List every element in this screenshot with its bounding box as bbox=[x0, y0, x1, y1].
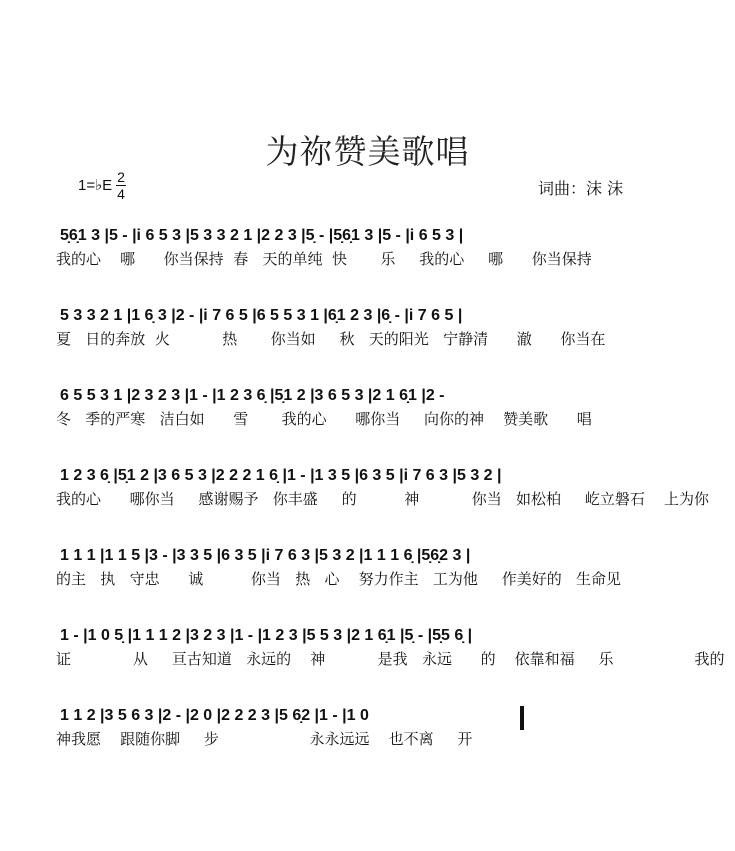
score-line-6 bbox=[0, 618, 735, 688]
notation: 5̣6̣1 3 |5 - |i 6 5 3 |5 3 3 2 1 |2 2 3 |5̣ - |5̣6̣1 3 |5 - |i 6 5 3 | bbox=[60, 227, 464, 244]
final-barline bbox=[520, 706, 524, 730]
song-title: 为祢赞美歌唱 bbox=[265, 132, 470, 171]
credit-line: 词曲：沫 沫 bbox=[538, 179, 624, 198]
lyrics: 我的心 哪 你当保持 春 天的单纯 快 乐 我的心 哪 你当保持 bbox=[56, 250, 592, 268]
notation: 6 5 5 3 1 |2 3 2 3 |1 - |1 2 3 6̣ |5̣1 2 |3 6 5 3 |2 1 6̣1 |2 - bbox=[60, 387, 445, 404]
notation: 5 3 3 2 1 |1 6̣ 3 |2 - |i 7 6 5 |6 5 5 3 1 |6̣1 2 3 |6̣ - |i 7 6 5 | bbox=[60, 307, 463, 324]
score-line-5 bbox=[0, 538, 735, 608]
key-label: 1=♭E bbox=[78, 177, 113, 194]
lyrics: 我的心 哪你当 感谢赐予 你丰盛 的 神 你当 如松柏 屹立磐石 上为你 bbox=[56, 490, 709, 508]
notation: 1 - |1 0 5̣ |1 1 1 2 |3 2 3 |1 - |1 2 3 |5 5 3 |2 1 6̣1 |5̣ - |5̣5 6̣ | bbox=[60, 627, 473, 644]
lyrics: 证 从 亘古知道 永远的 神 是我 永远 的 依靠和福 乐 我的 bbox=[56, 650, 725, 668]
notation: 1 1 1 |1 1 5 |3 - |3 3 5 |6 3 5 |i 7 6 3 |5 3 2 |1 1 1 6̣ |5̣6̣2 3 | bbox=[60, 547, 471, 564]
score-line-1 bbox=[0, 218, 735, 288]
time-signature-top: 2 bbox=[117, 169, 125, 185]
score-line-7 bbox=[0, 698, 735, 768]
lyrics: 神我愿 跟随你脚 步 永永远远 也不离 开 bbox=[56, 730, 473, 748]
lyrics: 夏 日的奔放 火 热 你当如 秋 天的阳光 宁静清 澈 你当在 bbox=[56, 330, 606, 348]
lyrics: 冬 季的严寒 洁白如 雪 我的心 哪你当 向你的神 赞美歌 唱 bbox=[56, 410, 592, 428]
notation: 1 1 2 |3 5 6 3 |2 - |2 0 |2 2 2 3 |5 6̣2 |1 - |1 0 bbox=[60, 707, 369, 724]
score-line-3 bbox=[0, 378, 735, 448]
lyrics: 的主 执 守忠 诚 你当 热 心 努力作主 工为他 作美好的 生命见 bbox=[56, 570, 622, 588]
time-signature-bottom: 4 bbox=[117, 186, 125, 202]
score-line-2 bbox=[0, 298, 735, 368]
score-line-4 bbox=[0, 458, 735, 528]
notation: 1 2 3 6̣ |5̣1 2 |3 6 5 3 |2 2 2 1 6̣ |1 - |1 3 5 |6 3 5 |i 7 6 3 |5 3 2 | bbox=[60, 467, 502, 484]
time-signature bbox=[116, 170, 126, 201]
